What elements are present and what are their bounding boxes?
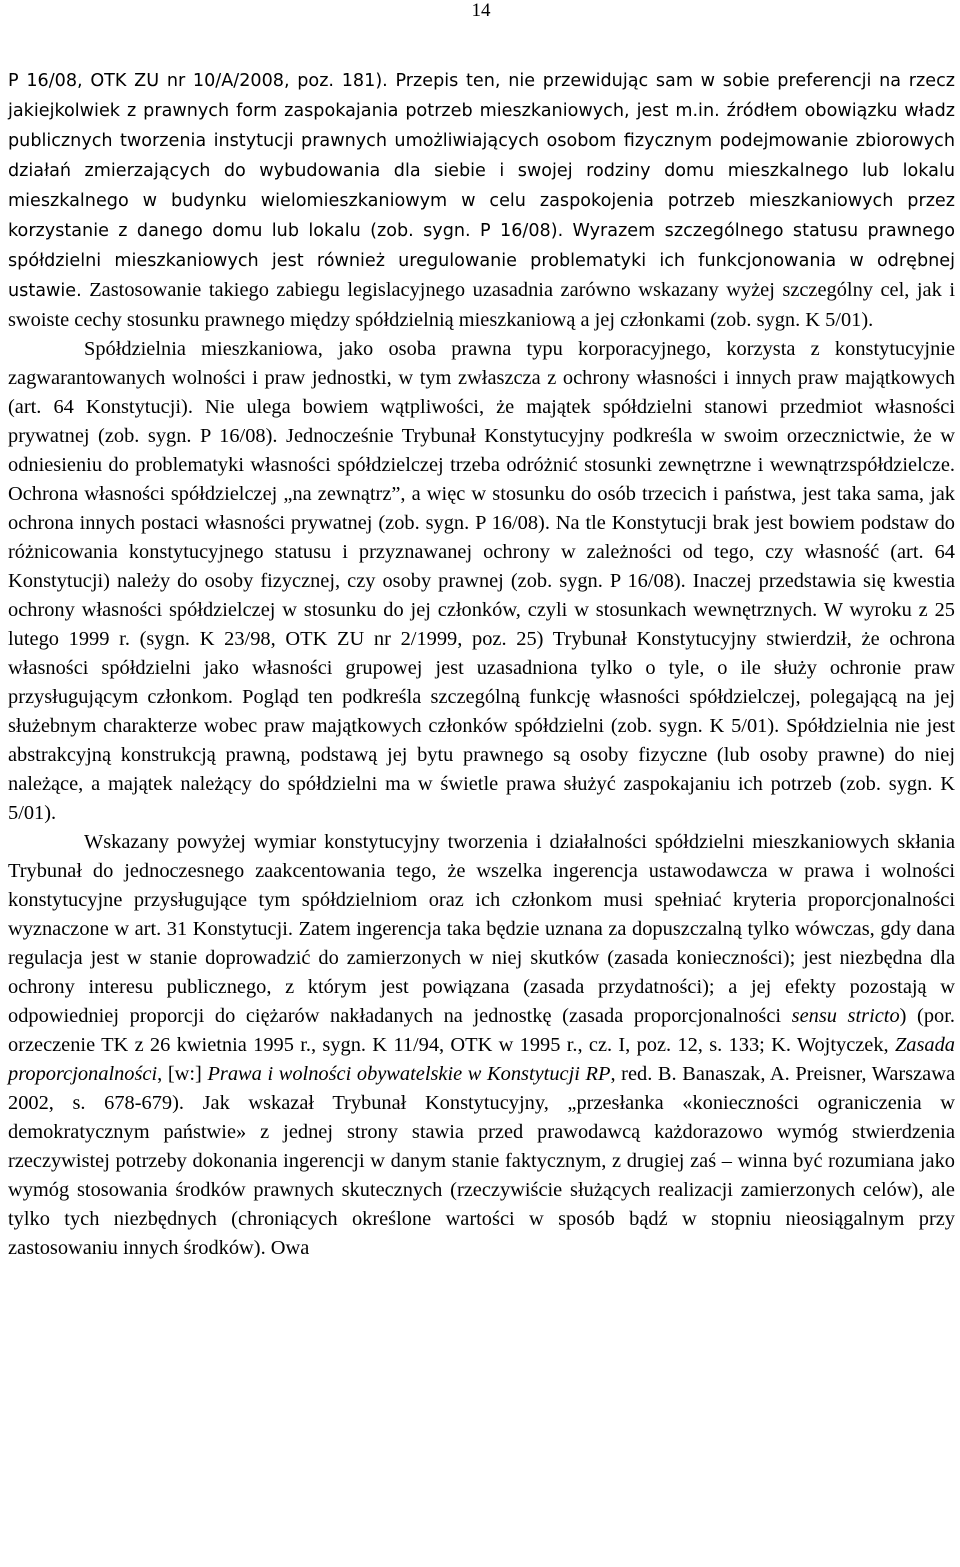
text-segment: , red. B. Banaszak, A. Preisner, Warszawa 2002, s. 678-679). Jak wskazał Trybunał Konstytucyjny, „przesłanka «konieczności ograniczenia w demokratycznym państwie» z jednej strony stawia przed prawodawcą każdorazowo wymóg stwierdzenia rzeczywistej potrzeby dokonania ingerencji w danym stanie faktycznym, z drugiej zaś – winna być rozumiana jako wymóg stosowania środków prawnych skutecznych (rzeczywiście służących realizacji zamierzonych celów), ale tylko tych niezbędnych (chroniących określone wartości w sposób bądź w stopniu nieosiągalnym przy zastosowaniu innych środków). Owa xyxy=(8,1063,955,1259)
text-segment: ) (por. orzeczenie TK z 26 kwietnia 1995 r., sygn. K 11/94, OTK w 1995 r., cz. I, poz. 12, s. 133; K. Wojtyczek, xyxy=(8,1005,955,1056)
document-body xyxy=(8,66,955,1263)
paragraph xyxy=(8,335,955,828)
text-segment: Zastosowanie takiego zabiegu legislacyjnego uzasadnia zarówno wskazany wyżej szczególny cel, jak i swoiste cechy stosunku prawnego między spółdzielnią mieszkaniową a jej członkami (zob. sygn. K 5/01). xyxy=(8,279,955,331)
text-segment: Spółdzielnia mieszkaniowa, jako osoba prawna typu korporacyjnego, korzysta z konstytucyjnie zagwarantowanych wolności i praw jednostki, w tym zwłaszcza z ochrony własności i innych praw majątkowych (art. 64 Konstytucji). Nie ulega bowiem wątpliwości, że majątek spółdzielni stanowi przedmiot własności prywatnej (zob. sygn. P 16/08). Jednocześnie Trybunał Konstytucyjny podkreśla w swoim orzecznictwie, że w odniesieniu do problematyki własności spółdzielczej trzeba odróżnić stosunki zewnętrzne i wewnątrzspółdzielcze. Ochrona własności spółdzielczej „na zewnątrz”, a więc w stosunku do osób trzecich i państwa, jest taka sama, jak ochrona innych postaci własności prywatnej (zob. sygn. P 16/08). Na tle Konstytucji brak jest bowiem podstaw do różnicowania konstytucyjnego statusu i przyznawanej ochrony w zależności od tego, czy własność (art. 64 Konstytucji) należy do osoby fizycznej, czy osoby prawnej (zob. sygn. P 16/08). Inaczej przedstawia się kwestia ochrony własności spółdzielczej w stosunku do jej członków, czyli w stosunkach wewnętrznych. W wyroku z 25 lutego 1999 r. (sygn. K 23/98, OTK ZU nr 2/1999, poz. 25) Trybunał Konstytucyjny stwierdził, że ochrona własności spółdzielni jako własności grupowej jest uzasadniona tylko o tyle, o ile służy ochronie praw przysługującym członkom. Pogląd ten podkreśla szczególną funkcję własności spółdzielczej, polegającą na jej służebnym charakterze wobec praw majątkowych członków spółdzielni (zob. sygn. K 5/01). Spółdzielnia nie jest abstrakcyjną konstrukcją prawną, podstawą jej bytu prawnego są osoby fizyczne (lub osoby prawne) do niej należące, a majątek należący do spółdzielni ma w świetle prawa służyć zaspokajaniu ich potrzeb (zob. sygn. K 5/01). xyxy=(8,338,955,824)
text-segment: , [w:] xyxy=(157,1063,208,1085)
italic-text-segment: Prawa i wolności obywatelskie w Konstytucji RP xyxy=(207,1063,611,1085)
paragraph xyxy=(8,66,955,335)
paragraph xyxy=(8,828,955,1263)
text-segment: P 16/08, OTK ZU nr 10/A/2008, poz. 181). Przepis ten, nie przewidując sam w sobie preferencji na rzecz jakiejkolwiek z prawnych form zaspokajania potrzeb mieszkaniowych, jest m.in. źródłem obowiązku władz publicznych tworzenia instytucji prawnych umożliwiających osobom fizycznym podejmowanie zbiorowych działań zmierzających do wybudowania dla siebie i swojej rodziny domu mieszkalnego lub lokalu mieszkalnego w budynku wielomieszkaniowym w celu zaspokojenia potrzeb mieszkaniowych przez korzystanie z danego domu lub lokalu (zob. sygn. P 16/08). Wyrazem szczególnego statusu prawnego spółdzielni mieszkaniowych jest również uregulowanie problematyki ich funkcjonowania w odrębnej ustawie. xyxy=(8,71,955,301)
italic-text-segment: Zasada proporcjonalności xyxy=(8,1034,955,1085)
italic-text-segment: sensu stricto xyxy=(791,1005,900,1027)
page-number: 14 xyxy=(471,0,491,21)
text-segment: Wskazany powyżej wymiar konstytucyjny tworzenia i działalności spółdzielni mieszkaniowych skłania Trybunał do jednoczesnego zaakcentowania tego, że wszelka ingerencja ustawodawcza w prawa i wolności konstytucyjne przysługujące tym spółdzielniom oraz ich członkom musi spełniać kryteria proporcjonalności wyznaczone w art. 31 Konstytucji. Zatem ingerencja taka będzie uznana za dopuszczalną tylko wówczas, gdy dana regulacja jest w stanie doprowadzić do zamierzonych w niej skutków (zasada konieczności); jest niezbędna dla ochrony interesu publicznego, z którym jest powiązana (zasada przydatności); a jej efekty pozostają w odpowiedniej proporcji do ciężarów nakładanych na jednostkę (zasada proporcjonalności xyxy=(8,831,955,1027)
